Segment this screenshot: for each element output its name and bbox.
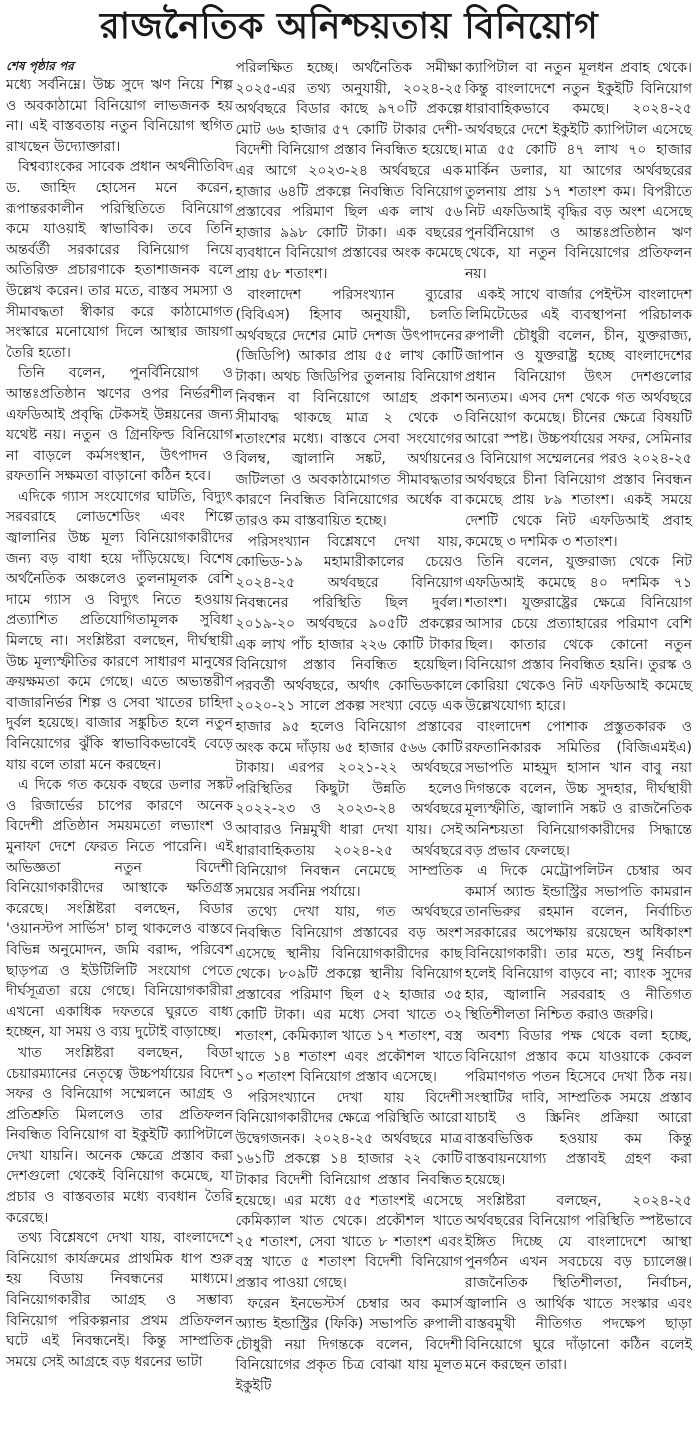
paragraph: ক্যাপিটাল বা নতুন মূলধন প্রবাহ থেকে। কিন্তু বাংলাদেশে নতুন ইকুইটি বিনিয়োগ ধারাবাহিকভাবে কমছে। ২০২৪-২৫ অর্থবছরে দেশে ইকুইটি ক্যাপিটাল এসেছে মাত্র ৫৫ কোটি ৪৭ লাখ ৭০ হাজার মার্কিন ডলার, যা আগের অর্থবছরের তুলনায় প্রায় ১৭ শতাংশ কম। বিপরীতে নিট এফডিআই বৃদ্ধির বড় অংশ এসেছে পুনর্বিনিয়োগ ও আন্তঃপ্রতিষ্ঠান ঋণ থেকে, যা নতুন বিনিয়োগের প্রতিফলন নয়। [465,60,692,282]
paragraph: অবশ্য বিডার পক্ষ থেকে বলা হচ্ছে, বিনিয়োগ প্রস্তাব কমে যাওয়াকে কেবল পরিমাণগত পতন হিসেবে দেখা ঠিক নয়। সংস্থাটির দাবি, সাম্প্রতিক সময়ে প্রস্তাব যাচাই ও স্ক্রিনিং প্রক্রিয়া আরো বাস্তবভিত্তিক হওয়ায় কম কিন্তু বাস্তবায়নযোগ্য প্রস্তাবই গ্রহণ করা হয়েছে। [465,1027,692,1189]
paragraph: তথ্য বিশ্লেষণে দেখা যায়, বাংলাদেশে বিনিয়োগ কার্যক্রমের প্রাথমিক ধাপ শুরু হয় বিডায় নিবন্ধনের মাধ্যমে। বিনিয়োগকারীর আগ্রহ ও সম্ভাব্য বিনিয়োগ পরিকল্পনার প্রথম প্রতিফলন ঘটে এই নিবন্ধনেই। কিন্তু সাম্প্রতিক সময়ে সেই আগ্রহে বড় ধরনের ভাটা [6,1230,233,1370]
paragraph: তিনি বলেন, যুক্তরাজ্য থেকে নিট এফডিআই কমেছে ৪০ দশমিক ৭১ শতাংশ। যুক্তরাষ্ট্রের ক্ষেত্রে বিনিয়োগ আসার চেয়ে প্রত্যাহারের পরিমাণ বেশি ছিল। কাতার থেকে কোনো নতুন বিনিয়োগ প্রস্তাব নিবন্ধিত হয়নি। তুরস্ক ও কোরিয়া থেকেও নিট এফডিআই কমেছে উল্লেখযোগ্য হারে। [465,554,692,715]
paragraph: একই সাথে বার্জার পেইন্টস বাংলাদেশ লিমিটেডের এই ব্যবস্থাপনা পরিচালক রুপালী চৌধুরী বলেন, চীন, যুক্তরাজ্য, জাপান ও যুক্তরাষ্ট্র হচ্ছে বাংলাদেশের প্রধান বিনিয়োগ উৎস দেশগুলোর অন্যতম। এসব দেশ থেকে গত অর্থবছরে বিনিয়োগ কমেছে। চীনের ক্ষেত্রে বিষয়টি আরো স্পষ্ট। উচ্চপর্যায়ের সফর, সেমিনার ও বিনিয়োগ সম্মেলনের পরও ২০২৪-২৫ অর্থবছরে চীনা বিনিয়োগ প্রস্তাব নিবন্ধন কমেছে প্রায় ৮৯ শতাংশ। একই সময়ে দেশটি থেকে নিট এফডিআই প্রবাহ কমেছে ৩ দশমিক ৩ শতাংশ। [465,286,692,550]
column-1 [6,58,233,1372]
paragraph: বাংলাদেশ পরিসংখ্যান ব্যুরোর (বিবিএস) হিসাব অনুযায়ী, চলতি অর্থবছরে দেশের মোট দেশজ উৎপাদনের (জিডিপি) আকার প্রায় ৫৫ লাখ কোটি টাকা। অথচ জিডিপির তুলনায় বিনিয়োগ নিবন্ধন বা বিনিয়োগে আগ্রহ প্রকাশ সীমাবদ্ধ থাকছে মাত্র ২ থেকে ৩ শতাংশের মধ্যে। বাস্তবে সেবা সংযোগের বিলম্ব, জ্বালানি সঙ্কট, অর্থায়নের জটিলতা ও অবকাঠামোগত সীমাবদ্ধতার কারণে নিবন্ধিত বিনিয়োগের অর্ধেক বা তারও কম বাস্তবায়িত হচ্ছে। [235,286,463,530]
paragraph: তিনি বলেন, পুনর্বিনিয়োগ ও আন্তঃপ্রতিষ্ঠান ঋণের ওপর নির্ভরশীল এফডিআই প্রবৃদ্ধি টেকসই উন্নয়নের জন্য যথেষ্ট নয়। নতুন ও গ্রিনফিল্ড বিনিয়োগ না বাড়লে কর্মসংস্থান, উৎপাদন ও রফতানি সক্ষমতা বাড়ানো কঠিন হবে। [6,365,233,485]
paragraph: মধ্যে সর্বনিম্নে। উচ্চ সুদে ঋণ নিয়ে শিল্প ও অবকাঠামো বিনিয়োগ লাভজনক হয় না। এই বাস্তবতায় নতুন বিনিয়োগ স্থগিত রাখছেন উদ্যোক্তারা। [6,77,233,155]
paragraph: এ দিকে গত কয়েক বছরে ডলার সঙ্কট ও রিজার্ভের চাপের কারণে অনেক বিদেশী প্রতিষ্ঠান সময়মতো লভ্যাংশ ও মুনাফা দেশে ফেরত নিতে পারেনি। এই অভিজ্ঞতা নতুন বিদেশী বিনিয়োগকারীদের আস্থাকে ক্ষতিগ্রস্ত করেছে। সংশ্লিষ্টরা বলছেন, বিডার 'ওয়ানস্টপ সার্ভিস' চালু থাকলেও বাস্তবে বিভিন্ন অনুমোদন, জমি বরাদ্দ, পরিবেশ ছাড়পত্র ও ইউটিলিটি সংযোগ পেতে দীর্ঘসূত্রতা রয়ে গেছে। বিনিয়োগকারীরা এখনো একাধিক দফতরে ঘুরতে বাধ্য হচ্ছেন, যা সময় ও ব্যয় দুটোই বাড়াচ্ছে। [6,777,233,1041]
paragraph: ফরেন ইনভেস্টর্স চেম্বার অব কমার্স অ্যান্ড ইন্ডাস্ট্রির (ফিকি) সভাপতি রুপালী চৌধুরী নয়া দিগন্তকে বলেন, বিদেশী বিনিয়োগের প্রকৃত চিত্র বোঝা যায় মূলত ইকুইটি [235,1295,463,1394]
paragraph: সংশ্লিষ্টরা বলছেন, ২০২৪-২৫ অর্থবছরের বিনিয়োগ পরিস্থিতি স্পষ্টভাবে ইঙ্গিত দিচ্ছে যে বাংলাদেশে আস্থা পুনর্গঠন এখন সবচেয়ে বড় চ্যালেঞ্জ। রাজনৈতিক স্থিতিশীলতা, নির্বাচন, জ্বালানি ও আর্থিক খাতে সংস্কার এবং বাস্তবমুখী নীতিগত পদক্ষেপ ছাড়া বিনিয়োগে ঘুরে দাঁড়ানো কঠিন বলেই মনে করছেন তারা। [465,1192,692,1374]
continued-label: শেষ পৃষ্ঠার পর [6,59,74,73]
column-3 [465,58,692,1376]
paragraph: পরিলক্ষিত হচ্ছে। অর্থনৈতিক সমীক্ষা ২০২৫-এর তথ্য অনুযায়ী, ২০২৪-২৫ অর্থবছরে বিডার কাছে ৯৭০টি প্রকল্পে মোট ৬৬ হাজার ৫৭ কোটি টাকার দেশী-বিদেশী বিনিয়োগ প্রস্তাব নিবন্ধিত হয়েছে। এর আগে ২০২৩-২৪ অর্থবছরে এক হাজার ৬৪টি প্রকল্পে নিবন্ধিত বিনিয়োগ প্রস্তাবের পরিমাণ ছিল এক লাখ ৫৬ হাজার ৯৯৮ কোটি টাকা। এক বছরের ব্যবধানে বিনিয়োগ প্রস্তাবের অংক কমেছে প্রায় ৫৮ শতাংশ। [235,60,463,282]
article-body [6,58,692,1397]
paragraph: পরিসংখ্যান বিশ্লেষণে দেখা যায়, কোভিড-১৯ মহামারীকালের চেয়েও ২০২৪-২৫ অর্থবছরে বিনিয়োগ নিবন্ধনের পরিস্থিতি ছিল দুর্বল। ২০১৯-২০ অর্থবছরে ৯০৫টি প্রকল্পের এক লাখ পাঁচ হাজার ২২৬ কোটি টাকার বিনিয়োগ প্রস্তাব নিবন্ধিত হয়েছিল। পরবর্তী অর্থবছরে, অর্থাৎ কোভিডকালে ২০২০-২১ সালে প্রকল্প সংখ্যা বেড়ে এক হাজার ৯৫ হলেও বিনিয়োগ প্রস্তাবের অংক কমে দাঁড়ায় ৬৫ হাজার ৫৬৬ কোটি টাকায়। এরপর ২০২১-২২ অর্থবছরে পরিস্থিতির কিছুটা উন্নতি হলেও ২০২২-২৩ ও ২০২৩-২৪ অর্থবছরে আবারও নিম্নমুখী ধারা দেখা যায়। সেই ধারাবাহিকতায় ২০২৪-২৫ অর্থবছরে বিনিয়োগ নিবন্ধন নেমেছে সাম্প্রতিক সময়ের সর্বনিম্ন পর্যায়ে। [235,533,463,900]
column-2 [236,58,463,1397]
paragraph: এ দিকে মেট্রোপলিটন চেম্বার অব কমার্স অ্যান্ড ইন্ডাস্ট্রির সভাপতি কামরান তানভিরুর রহমান বলেন, নির্বাচিত সরকারের অপেক্ষায় রয়েছেন অধিকাংশ বিনিয়োগকারী। তার মতে, শুধু নির্বাচন হলেই বিনিয়োগ বাড়বে না; ব্যাংক সুদের হার, জ্বালানি সরবরাহ ও নীতিগত স্থিতিশীলতা নিশ্চিত করাও জরুরি। [465,863,692,1024]
paragraph: এদিকে গ্যাস সংযোগের ঘাটতি, বিদ্যুৎ সরবরাহে লোডশেডিং এবং শিল্পে জ্বালানির উচ্চ মূল্য বিনিয়োগকারীদের জন্য বড় বাধা হয়ে দাঁড়িয়েছে। বিশেষ অর্থনৈতিক অঞ্চলেও তুলনামূলক বেশি দামে গ্যাস ও বিদ্যুৎ নিতে হওয়ায় প্রত্যাশিত প্রতিযোগিতামূলক সুবিধা মিলছে না। সংশ্লিষ্টরা বলছেন, দীর্ঘস্থায়ী উচ্চ মূল্যস্ফীতির কারণে সাধারণ মানুষের ক্রয়ক্ষমতা কমে গেছে। এতে অভ্যন্তরীণ বাজারনির্ভর শিল্প ও সেবা খাতের চাহিদা দুর্বল হয়েছে। বাজার সঙ্কুচিত হলে নতুন বিনিয়োগের ঝুঁকি স্বাভাবিকভাবেই বেড়ে যায় বলে তারা মনে করছেন। [6,488,233,773]
paragraph: খাত সংশ্লিষ্টরা বলছেন, বিডা চেয়ারম্যানের নেতৃত্বে উচ্চপর্যায়ের বিদেশ সফর ও বিনিয়োগ সম্মেলনে আগ্রহ ও প্রতিশ্রুতি মিললেও তার প্রতিফলন নিবন্ধিত বিনিয়োগ বা ইকুইটি ক্যাপিটালে দেখা যায়নি। অনেক ক্ষেত্রে প্রস্তাব করা দেশগুলো থেকেই বিনিয়োগ কমেছে, যা প্রচার ও বাস্তবতার মধ্যে ব্যবধান তৈরি করেছে। [6,1044,233,1226]
paragraph: পরিসংখ্যানে দেখা যায় বিদেশী বিনিয়োগকারীদের ক্ষেত্রে পরিস্থিতি আরো উদ্বেগজনক। ২০২৪-২৫ অর্থবছরে মাত্র ১৬১টি প্রকল্পে ১৪ হাজার ২২ কোটি টাকার বিদেশী বিনিয়োগ প্রস্তাব নিবন্ধিত হয়েছে। এর মধ্যে ৫৫ শতাংশই এসেছে কেমিক্যাল খাত থেকে। প্রকৌশল খাতে ২৫ শতাংশ, সেবা খাতে ৮ শতাংশ এবং বস্ত্র খাতে ৫ শতাংশ বিদেশী বিনিয়োগ প্রস্তাব পাওয়া গেছে। [235,1089,463,1292]
paragraph: বিশ্বব্যাংকের সাবেক প্রধান অর্থনীতিবিদ ড. জাহিদ হোসেন মনে করেন, রূপান্তরকালীন পরিস্থিতিতে বিনিয়োগ কমে যাওয়াই স্বাভাবিক। তবে তিনি অন্তর্বর্তী সরকারের বিনিয়োগ নিয়ে অতিরিক্ত প্রচারণাকে হতাশাজনক বলে উল্লেখ করেন। তার মতে, বাস্তব সমস্যা ও সীমাবদ্ধতা স্বীকার করে কাঠামোগত সংস্কারে মনোযোগ দিলে আস্থার জায়গা তৈরি হতো। [6,159,233,361]
paragraph: বাংলাদেশ পোশাক প্রস্তুতকারক ও রফতানিকারক সমিতির (বিজিএমইএ) সভাপতি মাহমুদ হাসান খান বাবু নয়া দিগন্তকে বলেন, উচ্চ সুদহার, দীর্ঘস্থায়ী মূল্যস্ফীতি, জ্বালানি সঙ্কট ও রাজনৈতিক অনিশ্চয়তা বিনিয়োগকারীদের সিদ্ধান্তে বড় প্রভাব ফেলছে। [465,719,692,859]
headline: রাজনৈতিক অনিশ্চয়তায় বিনিয়োগ [99,6,599,47]
paragraph: তথ্যে দেখা যায়, গত অর্থবছরে নিবন্ধিত বিনিয়োগ প্রস্তাবের বড় অংশ এসেছে স্থানীয় বিনিয়োগকারীদের কাছ থেকে। ৮০৯টি প্রকল্পে স্থানীয় বিনিয়োগ প্রস্তাবের পরিমাণ ছিল ৫২ হাজার ৩৫ কোটি টাকা। এর মধ্যে সেবা খাতে ৩২ শতাংশ, কেমিক্যাল খাতে ১৭ শতাংশ, বস্ত্র খাতে ১৪ শতাংশ এবং প্রকৌশল খাতে ১০ শতাংশ বিনিয়োগ প্রস্তাব এসেছে। [235,904,463,1086]
